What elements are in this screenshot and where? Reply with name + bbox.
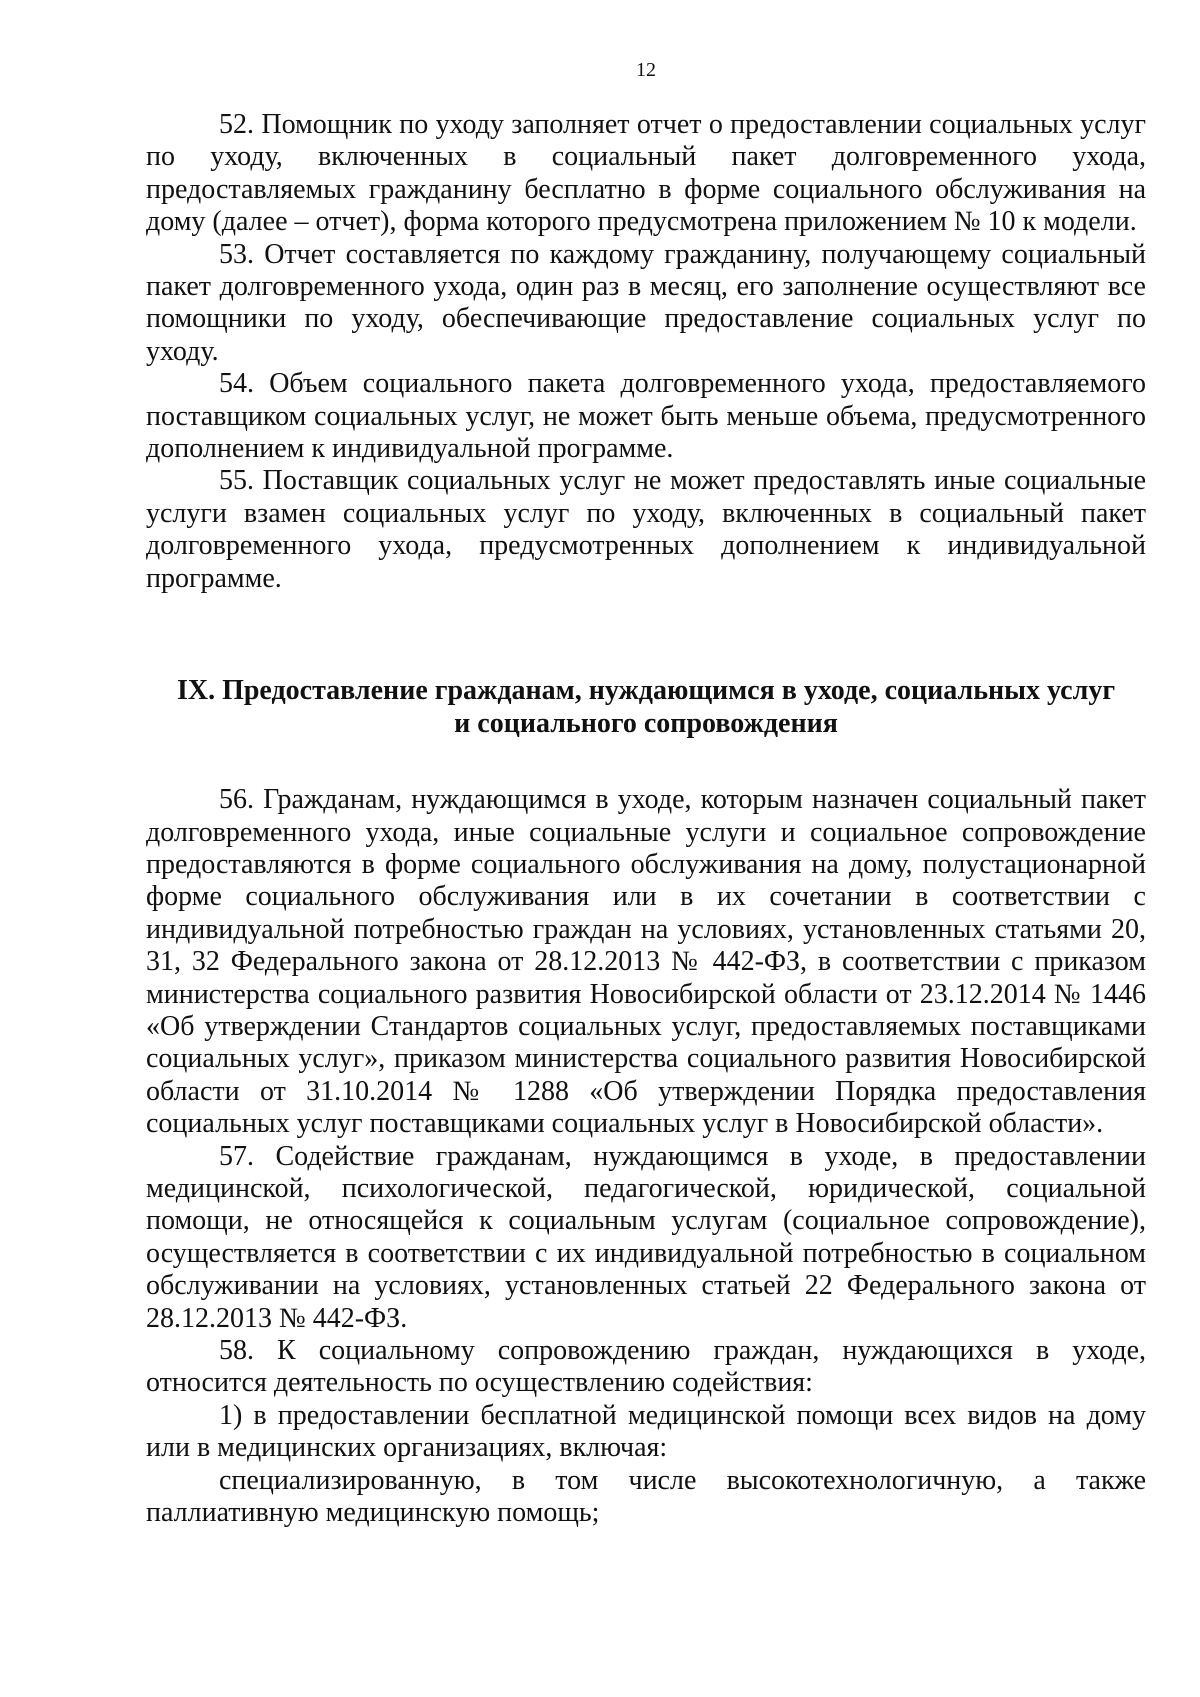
paragraph-56: 56. Гражданам, нуждающимся в уходе, которым назначен социальный пакет долговременного ухода, иные социальные услуги и социальное сопровождение предоставляются в форме социального обслуживания на дому, полустационарной форме социального обслуживания или в их сочетании в соответствии с индивидуальной потребностью граждан на условиях, установленных статьями 20, 31, 32 Федерального закона от 28.12.2013 № 442-ФЗ, в соответствии с приказом министерства социального развития Новосибирской области от 23.12.2014 № 1446 «Об утверждении Стандартов социальных услуг, предоставляемых поставщиками социальных услуг», приказом министерства социального развития Новосибирской области от 31.10.2014 № 1288 «Об утверждении Порядка предоставления социальных услуг поставщиками социальных услуг в Новосибирской области». [146,784,1146,1140]
document-page [146,58,1146,1529]
section-ix-heading-line-1: IX. Предоставление гражданам, нуждающимся в уходе, социальных услуг [176,675,1116,707]
paragraph-54: 54. Объем социального пакета долговременного ухода, предоставляемого поставщиком социальных услуг, не может быть меньше объема, предусмотренного дополнением к индивидуальной программе. [146,368,1146,465]
section-ix-heading-line-2: и социального сопровождения [454,708,838,740]
paragraph-58-item-1: 1) в предоставлении бесплатной медицинской помощи всех видов на дому или в медицинских организациях, включая: [146,1399,1146,1464]
section-viii-tail [146,109,1146,595]
paragraph-58: 58. К социальному сопровождению граждан, нуждающихся в уходе, относится деятельность по осуществлению содействия: [146,1335,1146,1399]
section-ix-heading [146,674,1146,740]
paragraph-55: 55. Поставщик социальных услуг не может предоставлять иные социальные услуги взамен социальных услуг по уходу, включенных в социальный пакет долговременного ухода, предусмотренных дополнением к индивидуальной программе. [146,465,1146,594]
paragraph-57: 57. Содействие гражданам, нуждающимся в уходе, в предоставлении медицинской, психологической, педагогической, юридической, социальной помощи, не относящейся к социальным услугам (социальное сопровождение), осуществляется в соответствии с их индивидуальной потребностью в социальном обслуживании на условиях, установленных статьей 22 Федерального закона от 28.12.2013 № 442-ФЗ. [146,1140,1146,1334]
section-ix-body [146,784,1146,1529]
paragraph-52: 52. Помощник по уходу заполняет отчет о предоставлении социальных услуг по уходу, включенных в социальный пакет долговременного ухода, предоставляемых гражданину бесплатно в форме социального обслуживания на дому (далее – отчет), форма которого предусмотрена приложением № 10 к модели. [146,109,1146,238]
paragraph-53: 53. Отчет составляется по каждому гражданину, получающему социальный пакет долговременного ухода, один раз в месяц, его заполнение осуществляют все помощники по уходу, обеспечивающие предоставление социальных услуг по уходу. [146,238,1146,367]
page-number: 12 [636,59,656,81]
paragraph-58-item-1-subitem: специализированную, в том числе высокотехнологичную, а также паллиативную медицинскую помощь; [146,1464,1146,1529]
